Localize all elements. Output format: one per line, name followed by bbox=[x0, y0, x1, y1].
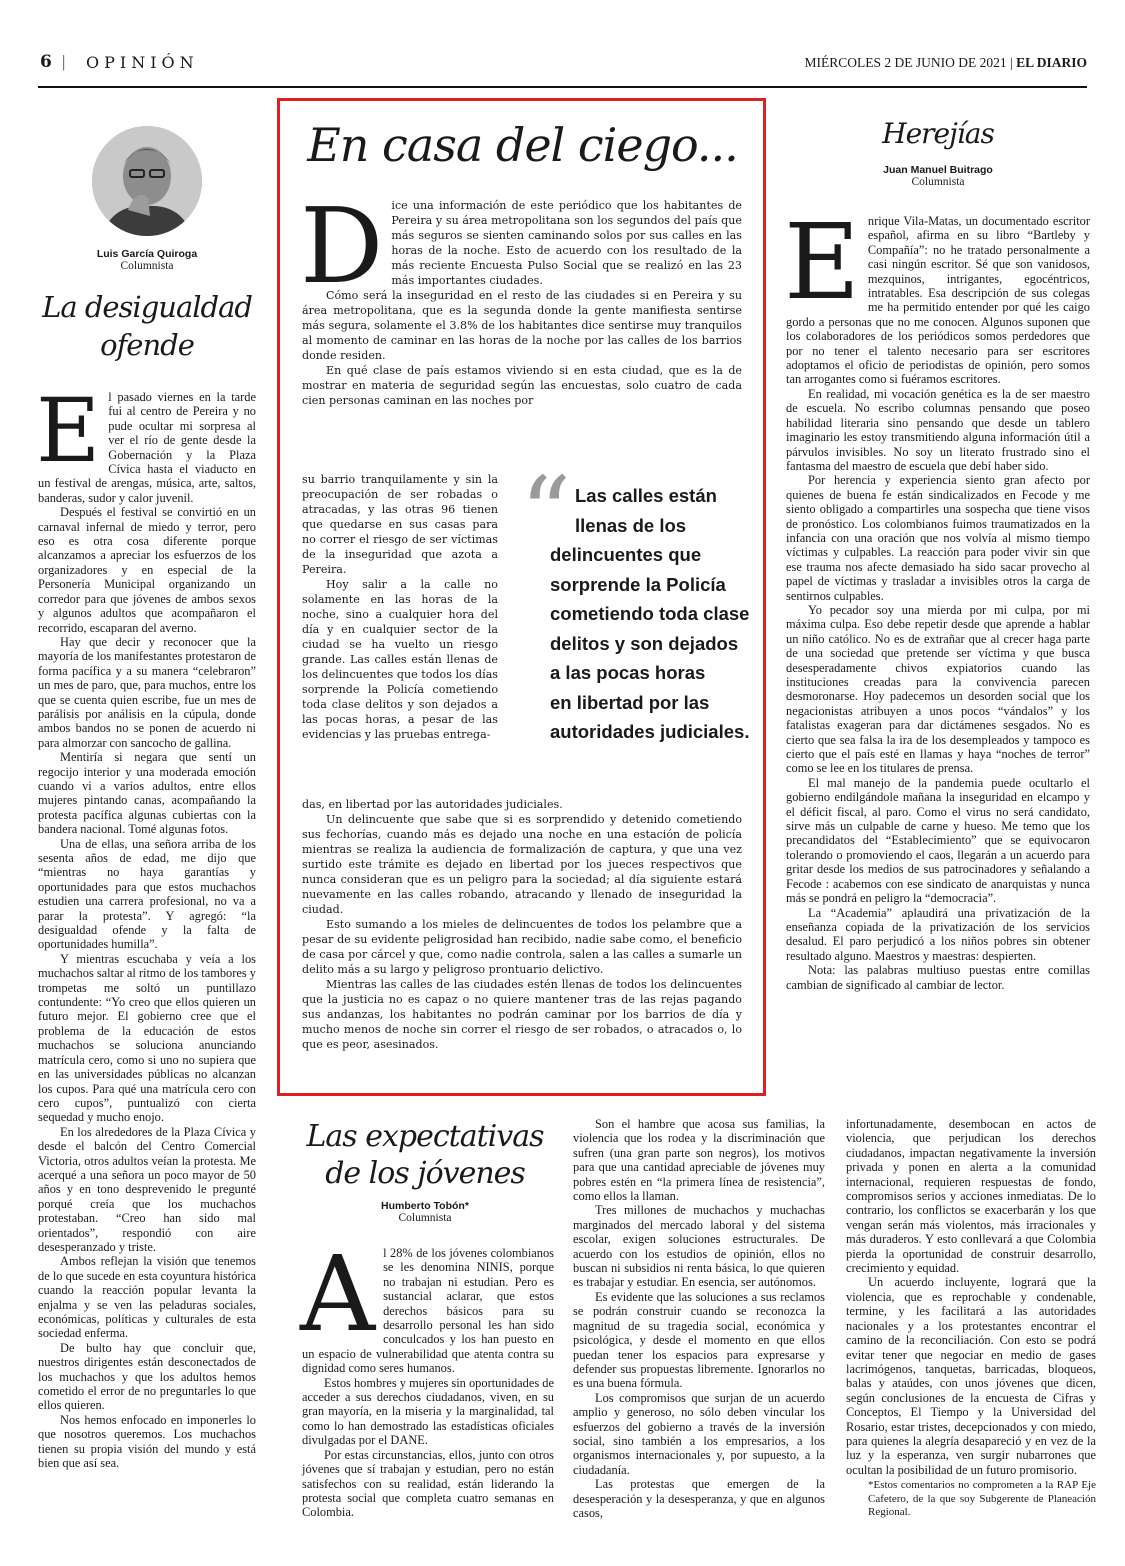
author-role: Columnista bbox=[120, 260, 174, 272]
editorial-body-narrow bbox=[302, 472, 498, 742]
pull-quote-line: sorprende la Policía bbox=[550, 573, 726, 595]
paragraph: Estos hombres y mujeres sin oportunidades de acceder a sus derechos ciudadanos, viven, en su gran mayoría, en la miseria y la marginalidad, tal como lo han demostrado las estadísticas oficiales divulgadas por el DANE. bbox=[302, 1375, 554, 1448]
bottom-article-col-1 bbox=[300, 1233, 554, 1520]
paragraph: El mal manejo de la pandemia puede ocultarlo el gobierno endilgándole mañana la inseguridad en elcampo y el déficit fiscal, al paro. Como el virus no será candidato, sirve más un culpable de carne y hueso. Me temo que los precandidatos del “Establecimiento” que se equivocaron tolerando o promoviendo el caos, llegarán a un acuerdo para gritar desde los medios de sus patrocinadores y señalando a Fecode : acabemos con ese sindicato de anarquistas y nunca más se pondrá en peligro la “democracia”. bbox=[786, 775, 1090, 906]
drop-cap: D bbox=[300, 185, 384, 307]
paragraph: Tres millones de muchachos y muchachas marginados del mercado laboral y del sistema escolar, exigen soluciones estructurales. De acuerdo con los estudios de opinión, ellos no buscan ni subsidios ni renta básica, lo que quieren es trabajar y estudiar. En esencia, ser autónomos. bbox=[573, 1203, 825, 1290]
paragraph: Por herencia y experiencia siento gran afecto por quienes de buena fe están sindicalizados en Fecode y me siento obligado a compartirles una sospecha que tiene visos de pronóstico. Los colombianos fuimos traumatizados en la infancia con una oración que nos volvía al mismo tiempo víctimas y culpables. La reacción para poder vivir sin que ese trauma nos afecte demasiado ha sido sacar provecho al papel de víctimas y trasladar a invisibles otros la carga de sentirnos culpables. bbox=[786, 473, 1090, 603]
paragraph: Es evidente que las soluciones a sus reclamos se podrán construir cuando se reconozca la magnitud de su tragedia social, económica y psicológica, y desde el momento en que ellos puedan tener los espacios para expresarse y defender sus propuestas libremente. Ignorarlos no es una buena fórmula. bbox=[573, 1289, 825, 1391]
drop-cap: A bbox=[300, 1233, 376, 1355]
bottom-article-col-2 bbox=[573, 1117, 825, 1520]
article-title-line-2: ofende bbox=[100, 328, 194, 362]
paragraph: Mientras las calles de las ciudades estén llenas de todos los delincuentes que la justicia no es capaz o no quiere mantener tras de las rejas pagando sus andanzas, los habitantes no podrán caminar por los barrios de día y mucho menos de noche sin correr el riesgo de ser robados, o atracados o, lo que es peor, asesinados. bbox=[302, 978, 742, 1051]
author-photo bbox=[92, 126, 202, 236]
editorial-title-wrap bbox=[290, 112, 755, 178]
paragraph: l 28% de los jóvenes colombianos se les denomina NINIS, porque no trabajan ni estudian. Pero es sustancial aclarar, que estos derechos básicos para su desarrollo personal les han sido conculcados y los han puesto en un espacio de vulnerabilidad que atenta contra su dignidad como seres humanos. bbox=[302, 1246, 554, 1376]
paragraph: En los alrededores de la Plaza Cívica y desde el balcón del Centro Comercial Victoria, otros adultos veían la protesta. Me acerqué a una señora un poco mayor de 50 años y en tono desprevenido le pregunté porqué creía que los muchachos protestaban. “Creo han sido mal orientados”, respondió con aire desesperanzado y triste. bbox=[38, 1124, 256, 1254]
paragraph: ice una información de este periódico que los habitantes de Pereira y su área metropolitana son los segundos del país que más seguros se sienten caminando solos por sus calles en las horas de la noche. Esto de acuerdo con los resultado de la más reciente Encuesta Pulso Social que se realizó en las 23 más importantes ciudades. bbox=[391, 199, 742, 287]
page-number: 6 bbox=[40, 52, 52, 72]
footnote: *Estos comentarios no comprometen a la RAP Eje Cafetero, de la que soy Subgerente de Planeación Regional. bbox=[868, 1479, 1096, 1519]
pull-quote-line: en libertad por las bbox=[550, 691, 710, 713]
pull-quote-line: delincuentes que bbox=[550, 544, 702, 565]
paragraph: Hoy salir a la calle no solamente en las horas de la noche, sino a cualquier hora del día y en cualquier sector de la ciudad se ha vuelto un riesgo grande. Las calles están llenas de los delincuentes que todos los días sorprende la Policía cometiendo toda clase delitos y son dejados a las pocas horas, a pesar de las evidencias y las pruebas entrega- bbox=[302, 578, 498, 741]
paragraph: Esto sumando a los mieles de delincuentes de todos los pelambre que a pesar de su evidente peligrosidad han recibido, nadie sabe como, el beneficio de casa por cárcel y que, como nadie controla, salen a las calles a sumarle un delito más a su largo y peligroso prontuario delictivo. bbox=[302, 918, 742, 976]
pull-quote-line: Las calles están bbox=[575, 485, 717, 506]
drop-cap: E bbox=[784, 201, 860, 323]
left-author-block bbox=[38, 248, 256, 272]
paragraph: Un delincuente que sabe que si es sorprendido y detenido cometiendo sus fechorías, cuando más es dejado una noche en una estación de policía mientras se realiza la audiencia de formalización de captura, y que una vez surtido este trámite es dejado en libertad por los jueces respectivos que nunca consideran que es un peligro para la sociedad; al día siguiente estará nuevamente en las calles robando, atracando y llenado de inseguridad la ciudad. bbox=[302, 813, 742, 916]
issue-date bbox=[805, 55, 1087, 71]
paragraph: Una de ellas, una señora arriba de los sesenta años de edad, me dijo que “mientras no haya garantías y oportunidades para que estos muchachos estudien una carrera profesional, no va a parar la protesta”. Y agregó: “la desigualdad ofende y la falta de oportunidades humilla”. bbox=[38, 836, 256, 952]
paragraph: infortunadamente, desembocan en actos de violencia, que perjudican los derechos ciudadanos, impactan negativamente la inversión privada y ponen en alerta a la comunidad internacional, requieren respuestas de fondo, compromisos serios y acciones inmediatas. De lo contrario, los conflictos se exacerbarán y los que vengan serán más violentos, más irracionales y más duraderos. Y esto conllevará a que Colombia pierda la oportunidad de construir desarrollo, crecimiento y equidad. bbox=[846, 1117, 1096, 1276]
portrait-image bbox=[92, 126, 202, 236]
paragraph: En qué clase de país estamos viviendo si en esta ciudad, que es la de mostrar en materia de seguridad según las encuestas, solo cuatro de cada cien personas caminan en las noches por bbox=[302, 364, 742, 407]
right-article-body bbox=[784, 201, 1090, 992]
bottom-article-col-3 bbox=[846, 1117, 1096, 1520]
article-title-line-1: Las expectativas bbox=[306, 1119, 544, 1154]
paragraph: Nos hemos enfocado en imponerles lo que nosotros queremos. Los muchachos tienen su propia visión del mundo y está bien que así sea. bbox=[38, 1412, 256, 1471]
paragraph: Por estas circunstancias, ellos, junto con otros jóvenes que sí trabajan y estudian, pero no están satisfechos con su realidad, están liderando la protesta social que completa cuatro semanas en Colombia. bbox=[302, 1447, 554, 1520]
editorial-body-top bbox=[300, 185, 742, 408]
pull-quote-line: delitos y son dejados bbox=[550, 632, 739, 654]
paragraph: La “Academia” aplaudirá una privatización de la enseñanza copiada de la privatización de los servicios desalud. El paro perjudicó a los niños pobres sin obtener resultado alguno. Maestros y maestras: despierten. bbox=[786, 905, 1090, 963]
author-name: Humberto Tobón* bbox=[381, 1200, 469, 1212]
drop-cap: E bbox=[36, 379, 101, 482]
paragraph: das, en libertad por las autoridades judiciales. bbox=[302, 798, 563, 811]
paragraph: Las protestas que emergen de la desesperación y la desesperanza, y que en algunos casos, bbox=[573, 1477, 825, 1520]
pull-quote-line: a las pocas horas bbox=[550, 662, 706, 683]
pull-quote-line: cometiendo toda clase bbox=[550, 603, 750, 624]
section-name: OPINIÓN bbox=[86, 53, 199, 72]
author-name: Juan Manuel Buitrago bbox=[883, 164, 993, 176]
paragraph: Ambos reflejan la visión que tenemos de lo que sucede en esta coyuntura histórica cuando la reacción popular levanta la enjalma y se ven las peladuras sociales, económicas, políticas y culturales de esta sociedad enferma. bbox=[38, 1254, 256, 1341]
paragraph: Un acuerdo incluyente, logrará que la violencia, que es reprochable y condenable, termine, y les facilitará a las autoridades nacionales y a los protestantes encontrar el camino de la reconciliación. Con esto se podrá evitar tener que negociar en medio de gases lacrimógenos, tanquetas, barricadas, bloqueos, balas y ataúdes, con unos jóvenes que dicen, según conclusiones de la encuesta de Cifras y Conceptos, El Tiempo y la Universidad del Rosario, estar tristes, decepcionados y con miedo, para quienes la alegría desapareció y en vez de la luz y la esperanza, ven surgir nubarrones que ocultan la posibilidad de un futuro promisorio. bbox=[846, 1275, 1096, 1477]
paragraph: Yo pecador soy una mierda por mi culpa, por mi máxima culpa. Eso debe repetir desde que aprende a hablar un niño católico. No es de extrañar que al crecer haga parte de una sociedad que pretende ser víctima y que busca desesperadamente chivos expiatorios cuando las instituciones creadas para la convivencia parecen desmoronarse. Hoy padecemos un desorden social que los negacionistas atribuyen a unos pocos “vándalos” y los fatalistas exageran para dar dictámenes sesgados. No es cierto que sea falsa la ira de los desempleados y tampoco es cierto que el país esté en llamas y haya “noches de terror” como se lee en los titulares de prensa. bbox=[786, 602, 1090, 776]
paragraph: nrique Vila-Matas, un documentado escritor español, afirma en su libro “Bartleby y Compañía”: no he tratado personalmente a casi ningún escritor. Sé que son vanidosos, mezquinos, intrigantes, egocéntricos, intratables. Esa descripción de sus colegas me ha permitido entender por qué les caigo gordo a personas que no me conocen. Algunos suponen que los colaboradores de los periódicos somos perdedores que por no tener el talento necesario para ser escritores adoptamos el oficio de periodistas de opinión, pero somos tan arrogantes como si fuéramos escritores. bbox=[786, 214, 1090, 387]
pull-quote-line: llenas de los bbox=[575, 514, 687, 536]
paragraph: Nota: las palabras multiuso puestas entre comillas cambian de significado al cambiar de lector. bbox=[786, 963, 1090, 992]
paragraph: Hay que decir y reconocer que la mayoría de los manifestantes protestaron de forma pacífica y a su manera “celebraron” un mes de paro, que, para muchos, entre los que se cuenta quien escribe, fue un mes de parálisis por análisis en la cúpula, donde ambos bandos no se ponen de acuerdo ni para almorzar con sancocho de gallina. bbox=[38, 634, 256, 750]
page-header bbox=[38, 52, 1087, 78]
date-text: MIÉRCOLES 2 DE JUNIO DE 2021 bbox=[804, 55, 1007, 70]
pull-quote-line: autoridades judiciales. bbox=[550, 721, 750, 742]
column-title: Herejías bbox=[882, 117, 994, 150]
newspaper-name: EL DIARIO bbox=[1016, 55, 1087, 70]
editorial-title: En casa del ciego... bbox=[307, 118, 738, 172]
paragraph: Cómo será la inseguridad en el resto de las ciudades si en Pereira y su área metropolitana, que es la segunda donde la gente manifiesta sentirse más segura, solamente el 3.8% de los habitantes dice sentirse muy tranquilos al momento de caminar en las horas de la noche por las calles de los barrios donde residen. bbox=[302, 289, 742, 362]
pull-quote-text bbox=[550, 481, 755, 747]
paragraph: Los compromisos que surjan de un acuerdo amplio y generoso, no sólo deben vincular los esfuerzos del gobierno a través de la inversión social, sino también a los empresarios, a los organismos internacionales y, por supuesto, a la ciudadanía. bbox=[573, 1390, 825, 1477]
paragraph: l pasado viernes en la tarde fui al centro de Pereira y no pude ocultar mi sorpresa al ver el río de gente desde la Gobernación y la Plaza Cívica hasta el viaducto en un festival de arengas, música, arte, saltos, banderas, sudor y calor juvenil. bbox=[38, 390, 256, 505]
article-title-line-1: La desigualdad bbox=[42, 290, 252, 324]
date-separator: | bbox=[1006, 55, 1017, 70]
editorial-body-bottom bbox=[302, 797, 742, 1052]
author-role: Columnista bbox=[911, 176, 965, 188]
author-name: Luis García Quiroga bbox=[96, 248, 198, 260]
paragraph: Y mientras escuchaba y veía a los muchachos saltar al ritmo de los tambores y trompetas me soltó un puntillazo contundente: “Yo creo que ellos quieren un futuro mejor. El gobierno cree que el problema de la educación de estos muchachos se soluciona anunciando matrícula cero, como si uno no supiera que en las universidades públicas no alcanzan los cupos. Para qué una matrícula cero con cero cupos”, puntualizó con cierta sequedad y mucho enojo. bbox=[38, 951, 256, 1125]
header-separator: | bbox=[62, 52, 66, 71]
header-rule bbox=[38, 86, 1087, 88]
paragraph: Mentiría si negara que sentí un regocijo interior y una moderada emoción cuando vi a varios adultos, entre ellos mujeres pintando canas, acompañando la protesta pacífica algunas cubiertas con la bandera nacional. Tomé algunas fotos. bbox=[38, 750, 256, 837]
article-title-line-2: de los jóvenes bbox=[325, 1156, 525, 1191]
author-role: Columnista bbox=[398, 1212, 452, 1224]
left-article-body bbox=[36, 379, 256, 1471]
paragraph: su barrio tranquilamente y sin la preocupación de ser robadas o atracadas, y las otras 96 tienen que quedarse en sus casas para no correr el riesgo de ser víctimas de la inseguridad que azota a Pereira. bbox=[302, 473, 498, 576]
paragraph: Después el festival se convirtió en un carnaval infernal de miedo y terror, pero eso es otra cosa diferente porque alcanzamos a apreciar los esfuerzos de los organizadores y en especial de la Personería Municipal organizando un corredor para que jóvenes de ambos sexos y algunos adultos que acompañaron el recorrido, escaparan del averno. bbox=[38, 505, 256, 635]
bottom-title-block bbox=[290, 1118, 560, 1224]
left-title bbox=[38, 288, 256, 364]
paragraph: Son el hambre que acosa sus familias, la violencia que los rodea y la discriminación que sufren (una gran parte son negros), los motivos para que una cantidad apreciable de jóvenes muy pobres estén en “la primera línea de resistencia”, como ellos la llaman. bbox=[573, 1117, 825, 1204]
right-header bbox=[786, 114, 1090, 188]
paragraph: De bulto hay que concluir que, nuestros dirigentes están desconectados de los muchachos y que los adultos hemos cometido el error de no preguntarles lo que ellos quieren. bbox=[38, 1340, 256, 1413]
quote-mark-icon: “ bbox=[520, 455, 572, 572]
paragraph: En realidad, mi vocación genética es la de ser maestro de escuela. No escribo columnas pensando que poseo habilidad literaria sino pensando que desde un tablero imaginario les estoy transmitiendo alguna información útil a párvulos invisibles. No soy un literato frustrado sino el fantasma del maestro de escuela que debí haber sido. bbox=[786, 386, 1090, 473]
